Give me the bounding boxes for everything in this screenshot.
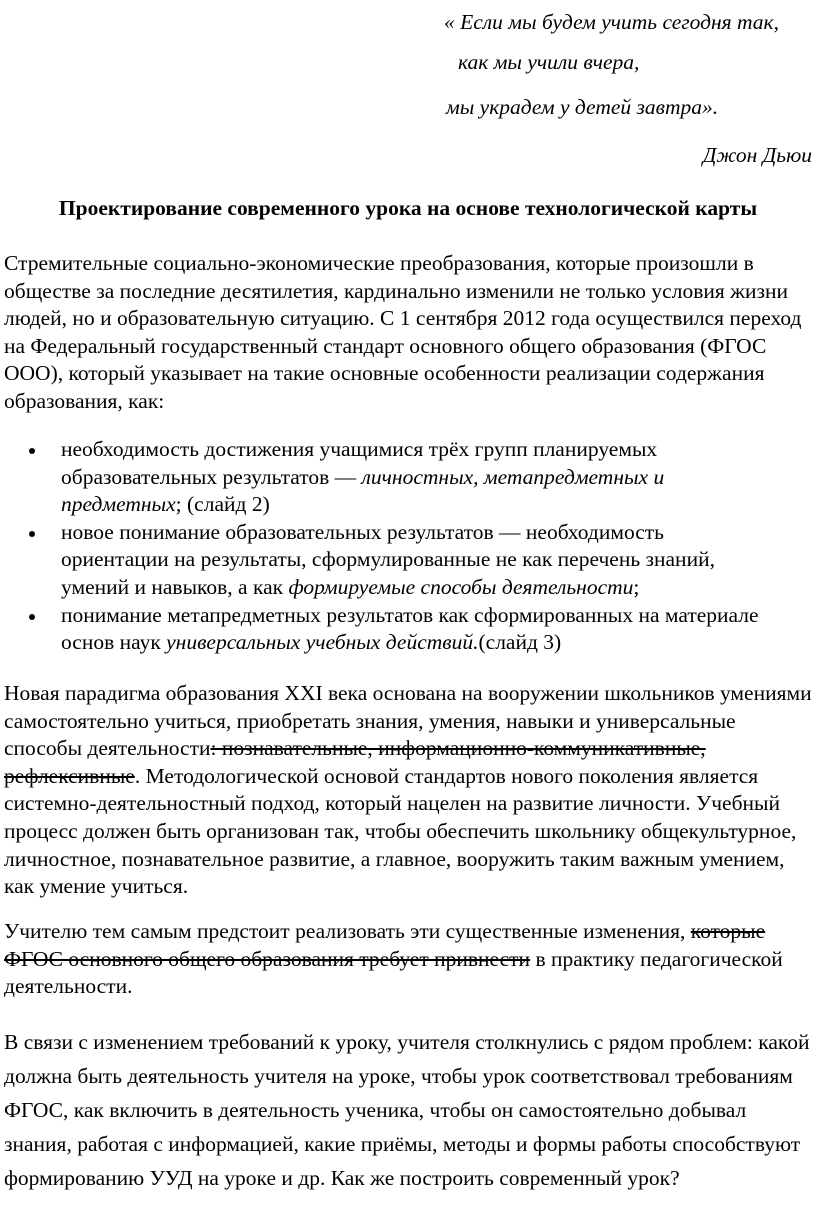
list-item-italic: личностных, метапредметных и предметных [61, 464, 665, 517]
paragraph-intro: Стремительные социально-экономические преобразования, которые произошли в обществе за последние десятилетия, кардинально изменили не только условия жизни людей, но и образовательную ситуацию. С 1 сентября 2012 года осуществился переход на Федеральный государственный стандарт основного общего образования (ФГОС ООО), который указывает на такие основные особенности реализации содержания образования, как: [4, 251, 802, 413]
epigraph-author: Джон Дьюи [702, 143, 812, 167]
bullet-icon [29, 531, 35, 537]
paragraph-paradigm [4, 680, 816, 901]
paragraph-teacher [4, 918, 816, 1001]
bullet-icon [29, 448, 35, 454]
list-item-text-after: ; [633, 574, 640, 599]
epigraph-line-2: как мы учили вчера, [458, 50, 640, 74]
list-item-text-after: ; (слайд 2) [175, 492, 270, 517]
paragraph-text: Учителю тем самым предстоит реализовать эти существенные изменения, [4, 919, 691, 943]
struck-text: которые ФГОС основного общего образования требует привнести [4, 919, 766, 971]
list-item [0, 519, 816, 602]
epigraph-line-3: мы украдем у детей завтра». [446, 95, 719, 119]
epigraph-line-1: « Если мы будем учить сегодня так, [444, 10, 779, 34]
list-item [0, 602, 816, 657]
paragraph-text-after: . Методологической основой стандартов нового поколения является системно-деятельностный подход, который нацелен на развитие личности. Учебный процесс должен быть организован так, чтобы обеспечить школьнику общекультурное, личностное, познавательное развитие, а главное, вооружить таким важным умением, как умение учиться. [4, 763, 797, 899]
bullet-list [0, 436, 816, 657]
list-item-text: понимание метапредметных результатов как сформированных на материале основ наук [61, 602, 759, 655]
list-item [0, 436, 816, 519]
paragraph-text-after: в практику педагогической деятельности. [4, 946, 783, 999]
list-item-italic: универсальных учебных действий. [166, 630, 479, 655]
struck-text: : познавательные, информационно-коммуникативные, рефлексивные [4, 736, 706, 788]
list-item-italic: формируемые способы деятельности [288, 574, 634, 599]
bullet-icon [29, 614, 35, 620]
paragraph-problems: В связи с изменением требований к уроку, учителя столкнулись с рядом проблем: какой должна быть деятельность учителя на уроке, чтобы урок соответствовал требованиям ФГОС, как включить в деятельность ученика, чтобы он самостоятельно добывал знания, работая с информацией, какие приёмы, методы и формы работы способствуют формированию УУД на уроке и др. Как же построить современный урок? [4, 1030, 810, 1190]
paragraph-text: Новая парадигма образования XXI века основана на вооружении школьников умениями самостоятельно учиться, приобретать знания, умения, навыки и универсальные способы деятельности [4, 681, 812, 761]
list-item-text-after: (слайд 3) [478, 630, 562, 655]
document-title: Проектирование современного урока на основе технологической карты [58, 196, 758, 220]
list-item-text: необходимость достижения учащимися трёх групп планируемых образовательных результатов — [61, 437, 658, 489]
list-item-text: новое понимание образовательных результатов — необходимость ориентации на результаты, сформулированные не как перечень знаний, умений и навыков, а как [61, 519, 715, 599]
